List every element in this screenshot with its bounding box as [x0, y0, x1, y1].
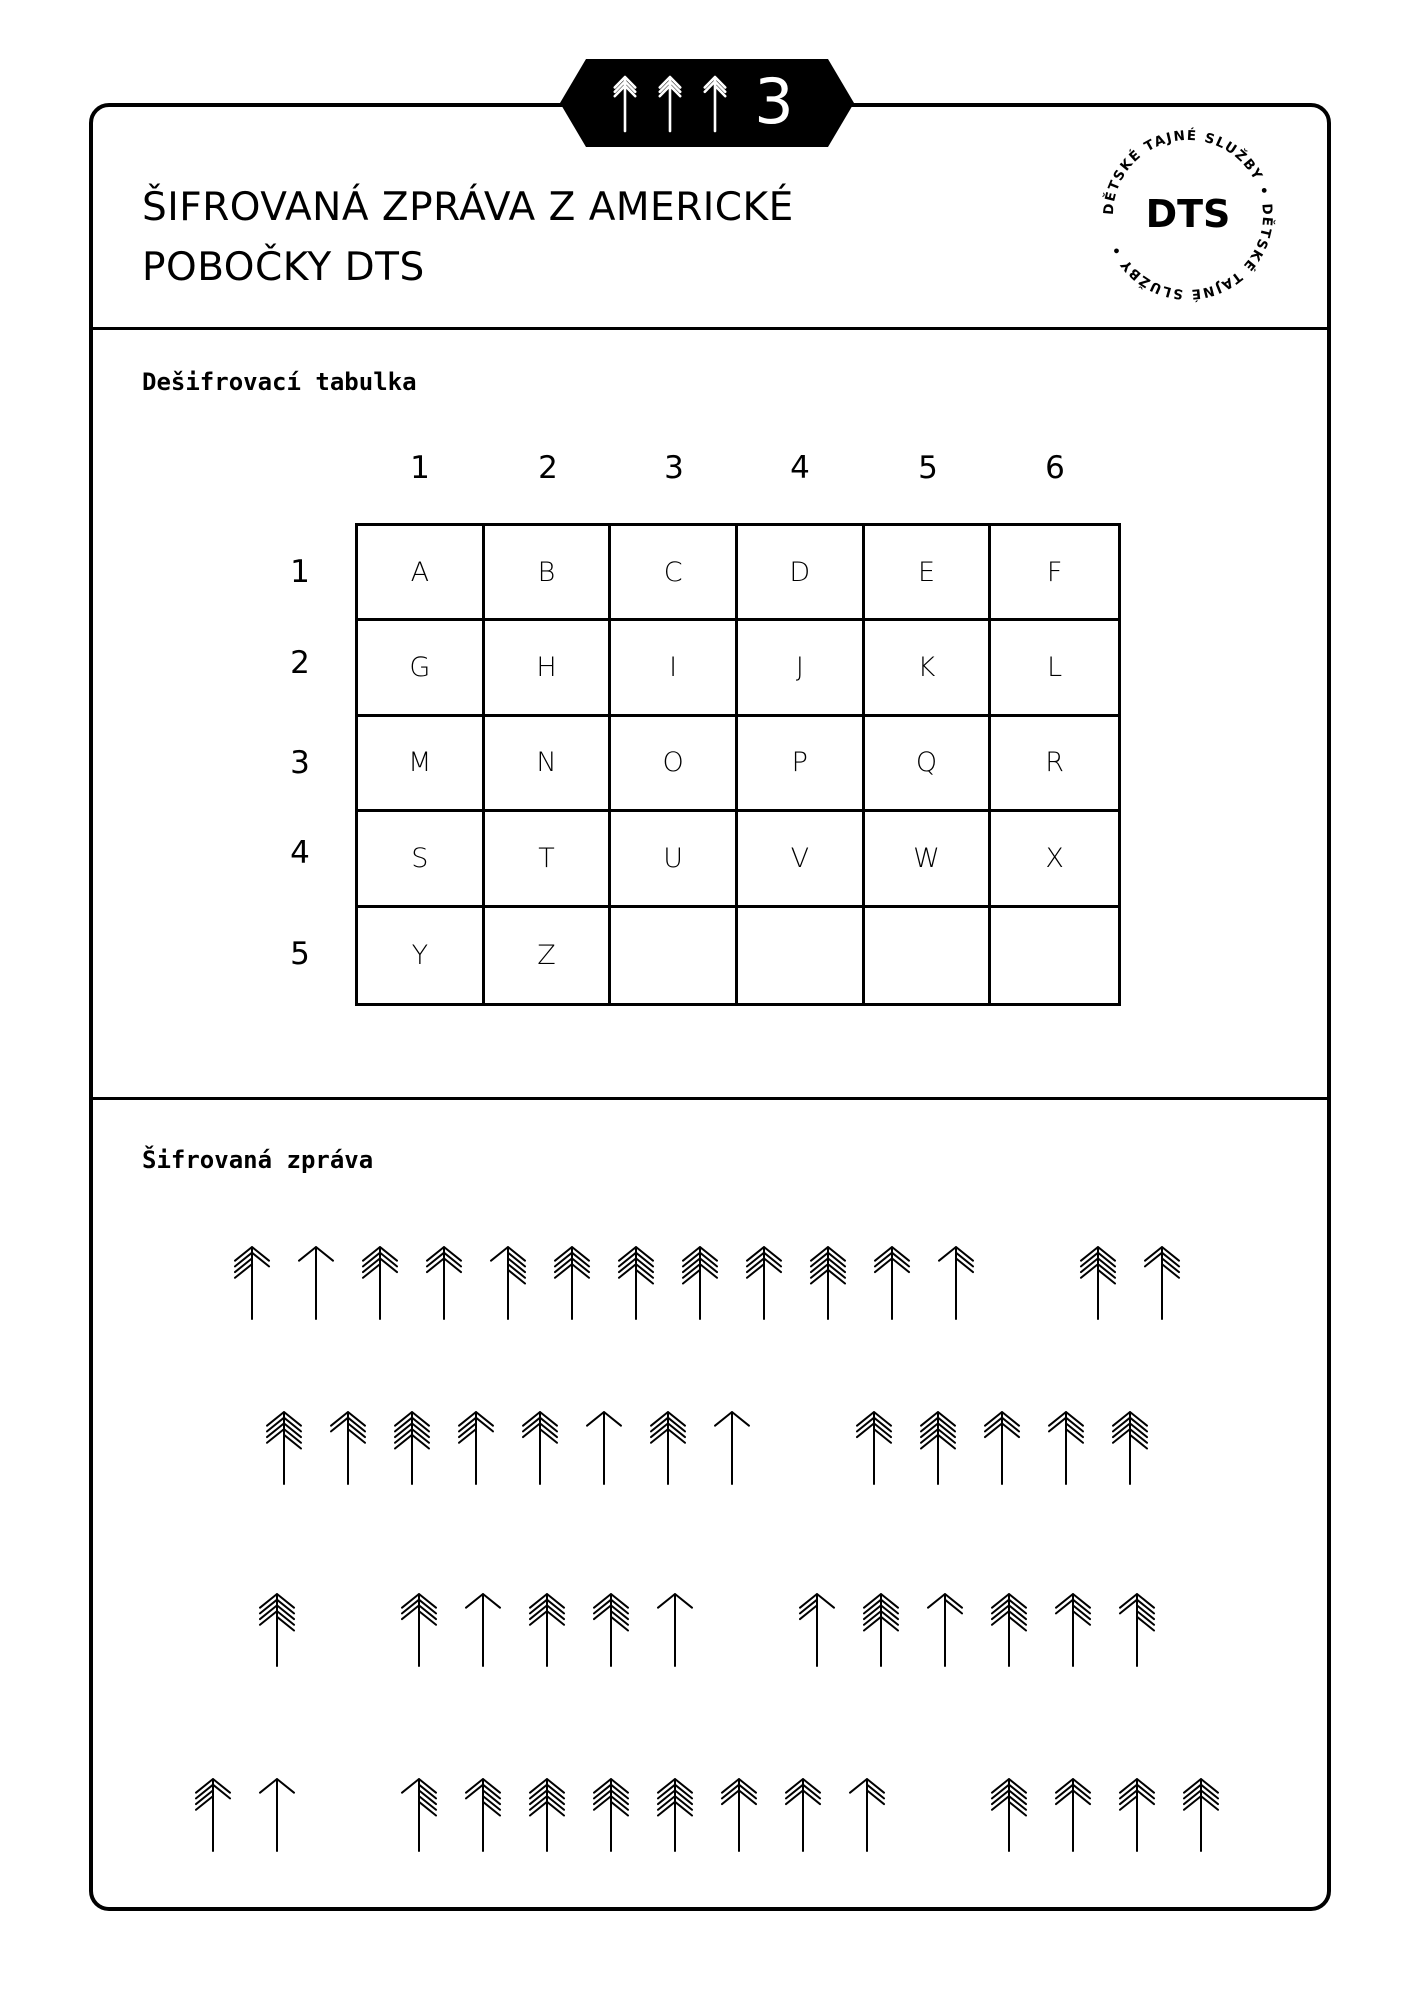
- grid-cell: Z: [485, 908, 612, 1003]
- tree-icon: [650, 1590, 700, 1668]
- grid-cell: [991, 908, 1118, 1003]
- tree-icon: [643, 1408, 693, 1486]
- tree-icon: [1137, 1243, 1187, 1321]
- tree-icon: [259, 1408, 309, 1486]
- tree-icon: [867, 1243, 917, 1321]
- tree-icon: [856, 1590, 906, 1668]
- tree-icon: [458, 1775, 508, 1853]
- column-number: 3: [664, 450, 684, 486]
- cipher-line: [0, 1775, 1414, 1855]
- grid-cell: S: [358, 812, 485, 907]
- column-number: 6: [1045, 450, 1065, 486]
- tree-icon: [387, 1408, 437, 1486]
- row-number: 4: [290, 835, 310, 871]
- tree-icon: [355, 1243, 405, 1321]
- header-divider: [89, 327, 1331, 330]
- tree-icon: [419, 1243, 469, 1321]
- tree-icon: [920, 1590, 970, 1668]
- worksheet-number: 3: [754, 65, 794, 138]
- tree-icon: [739, 1243, 789, 1321]
- page-title-line-2: POBOČKY DTS: [142, 245, 425, 290]
- tree-icon: [650, 1775, 700, 1853]
- tree-icon: [984, 1775, 1034, 1853]
- grid-cell: [865, 908, 992, 1003]
- grid-cell: Q: [865, 717, 992, 812]
- column-number: 4: [790, 450, 810, 486]
- tree-icon: [394, 1775, 444, 1853]
- tree-icon: [913, 1408, 963, 1486]
- tree-icon: [1176, 1775, 1226, 1853]
- svg-text:DTS: DTS: [1145, 192, 1231, 236]
- tree-icon: [522, 1590, 572, 1668]
- tree-icon: [1112, 1775, 1162, 1853]
- tree-icon: [579, 1408, 629, 1486]
- tree-icon: [323, 1408, 373, 1486]
- grid-cell: M: [358, 717, 485, 812]
- grid-cell: B: [485, 526, 612, 621]
- row-number: 2: [290, 645, 310, 681]
- decoding-grid: [355, 523, 1121, 1006]
- column-number: 2: [538, 450, 558, 486]
- grid-cell: W: [865, 812, 992, 907]
- tree-icon: [252, 1590, 302, 1668]
- grid-cell: P: [738, 717, 865, 812]
- grid-cell: V: [738, 812, 865, 907]
- worksheet-number-badge: [560, 59, 854, 147]
- tree-icon: [547, 1243, 597, 1321]
- page-title-line-1: ŠIFROVANÁ ZPRÁVA Z AMERICKÉ: [142, 185, 794, 230]
- row-number: 5: [290, 936, 310, 972]
- tree-icon: [458, 1590, 508, 1668]
- tree-icon: [792, 1590, 842, 1668]
- tree-icon: [1073, 1243, 1123, 1321]
- grid-cell: C: [611, 526, 738, 621]
- cipher-message-label: Šifrovaná zpráva: [142, 1146, 374, 1174]
- tree-icon: [977, 1408, 1027, 1486]
- tree-icon: [675, 1243, 725, 1321]
- tree-icon: [803, 1243, 853, 1321]
- cipher-line: [0, 1243, 1414, 1323]
- decoding-table-label: Dešifrovací tabulka: [142, 368, 417, 396]
- grid-cell: F: [991, 526, 1118, 621]
- tree-icon: [451, 1408, 501, 1486]
- tree-icon: [483, 1243, 533, 1321]
- cipher-line: [0, 1590, 1414, 1670]
- grid-cell: Y: [358, 908, 485, 1003]
- tree-icon: [778, 1775, 828, 1853]
- grid-cell: [738, 908, 865, 1003]
- svg-text:DĚTSKÉ TAJNÉ SLUŽBY • DĚTSKÉ T: DĚTSKÉ TAJNÉ SLUŽBY • DĚTSKÉ TAJNÉ SLUŽBY •: [1100, 127, 1276, 303]
- tree-icon: [252, 1775, 302, 1853]
- tree-icon: [1048, 1775, 1098, 1853]
- tree-icon: [611, 1243, 661, 1321]
- tree-icon: [522, 1775, 572, 1853]
- grid-cell: J: [738, 621, 865, 716]
- grid-cell: D: [738, 526, 865, 621]
- grid-cell: E: [865, 526, 992, 621]
- tree-icon: [1048, 1590, 1098, 1668]
- grid-cell: X: [991, 812, 1118, 907]
- grid-cell: [611, 908, 738, 1003]
- grid-cell: K: [865, 621, 992, 716]
- column-number: 1: [410, 450, 430, 486]
- tree-icon: [1112, 1590, 1162, 1668]
- grid-cell: L: [991, 621, 1118, 716]
- row-number: 1: [290, 554, 310, 590]
- grid-cell: T: [485, 812, 612, 907]
- grid-cell: A: [358, 526, 485, 621]
- section-divider: [89, 1097, 1331, 1100]
- tree-icon: [931, 1243, 981, 1321]
- grid-cell: H: [485, 621, 612, 716]
- grid-cell: U: [611, 812, 738, 907]
- page-title: [142, 178, 1002, 298]
- cipher-line: [0, 1408, 1414, 1488]
- tree-icon: [1041, 1408, 1091, 1486]
- grid-cell: N: [485, 717, 612, 812]
- tree-icon: [291, 1243, 341, 1321]
- grid-cell: R: [991, 717, 1118, 812]
- tree-icon: [394, 1590, 444, 1668]
- column-number: 5: [918, 450, 938, 486]
- grid-cell: G: [358, 621, 485, 716]
- tree-icon: [1105, 1408, 1155, 1486]
- tree-icon: [515, 1408, 565, 1486]
- grid-cell: I: [611, 621, 738, 716]
- tree-icon: [586, 1775, 636, 1853]
- tree-icon: [188, 1775, 238, 1853]
- tree-icon: [714, 1775, 764, 1853]
- tree-icon: [586, 1590, 636, 1668]
- row-number: 3: [290, 745, 310, 781]
- tree-icon: [984, 1590, 1034, 1668]
- tree-icon: [227, 1243, 277, 1321]
- tree-icon: [707, 1408, 757, 1486]
- grid-cell: O: [611, 717, 738, 812]
- tree-icon: [849, 1408, 899, 1486]
- dts-seal-logo: [1098, 125, 1278, 305]
- tree-icon: [842, 1775, 892, 1853]
